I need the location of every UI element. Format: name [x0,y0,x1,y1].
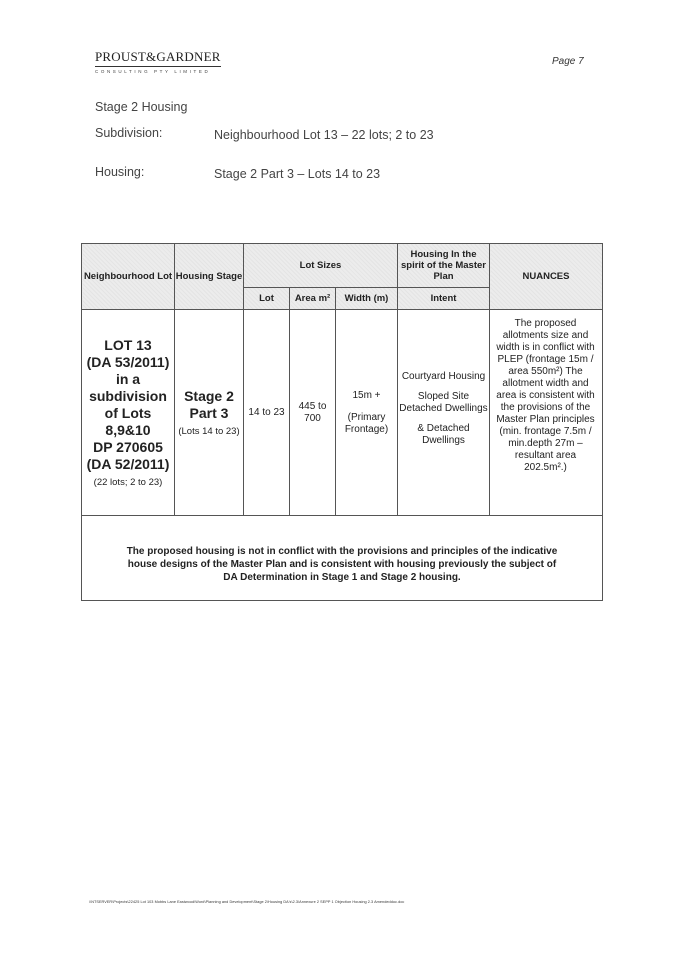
housing-label: Housing: [95,165,145,179]
nuance-text: The proposed allotments size and width is in conflict with PLEP (frontage 15m / area 550m²) The allotment width and area is consistent with the provisions of the Master Plan principles (min. frontage 7.5m / min.depth 27m – resultant area 202.5m².) [496,318,595,473]
cell-intent [398,310,490,516]
lot-line: LOT 13 [104,336,152,353]
header-area: Area m² [290,288,336,310]
header-lot: Lot [244,288,290,310]
header-nuances: NUANCES [490,244,603,310]
subdivision-label: Subdivision: [95,126,163,140]
lot-line: (DA 52/2011) [86,455,170,472]
cell-nuances [490,310,603,516]
header-intent: Intent [398,288,490,310]
footer-conclusion: The proposed housing is not in conflict with the provisions and principles of the indicative house designs of the Master Plan and is consistent with housing previously the subject of DA Determination in Stage 1 and Stage 2 housing. [82,516,603,601]
width-main: 15m + [352,389,381,401]
company-name: PROUST&GARDNER [95,49,221,67]
cell-housing-stage [175,310,244,516]
company-logo [95,48,221,74]
stage-note: (Lots 14 to 23) [178,425,240,437]
lot-line: DP 270605 [93,438,163,455]
stage-line-2: Part 3 [189,404,229,421]
cell-area: 445 to 700 [290,310,336,516]
cell-neighbourhood-lot [82,310,175,516]
intent-line: Courtyard Housing [401,370,486,382]
cell-width [336,310,398,516]
stage-line-1: Stage 2 [184,387,234,404]
housing-value: Stage 2 Part 3 – Lots 14 to 23 [214,167,381,181]
file-path: \\NTSERVER\Projects\22425 Lot 103 Mobbs Lane Eastwood\Word\Planning and Development\Stage 2\Housing DA's\2.3\Annexure 2 SEPP 1 Objection Housing 2.3 Amendeddoc.doc [89,900,405,904]
intent-line: & Detached Dwellings [417,422,470,446]
header-neighbourhood-lot: Neighbourhood Lot [82,244,175,310]
lot-line: (DA 53/2011) [86,353,170,370]
company-subtitle: CONSULTING PTY LIMITED [95,69,211,74]
header-housing-stage: Housing Stage [175,244,244,310]
lot-line: 8,9&10 [105,421,151,438]
section-heading: Stage 2 Housing [95,100,188,114]
page-number: Page 7 [552,56,584,67]
subdivision-value: Neighbourhood Lot 13 – 22 lots; 2 to 23 [214,128,434,142]
intent-line: Sloped Site Detached Dwellings [399,390,488,414]
cell-lot: 14 to 23 [244,310,290,516]
lot-note: (22 lots; 2 to 23) [93,476,163,488]
lot-line: subdivision [89,387,167,404]
width-note: (Primary Frontage) [344,411,389,435]
header-width: Width (m) [336,288,398,310]
lot-line: in a [115,370,141,387]
header-spirit: Housing In the spirit of the Master Plan [398,244,490,288]
header-lot-sizes: Lot Sizes [244,244,398,288]
lot-table [81,243,603,601]
lot-line: of Lots [104,404,152,421]
